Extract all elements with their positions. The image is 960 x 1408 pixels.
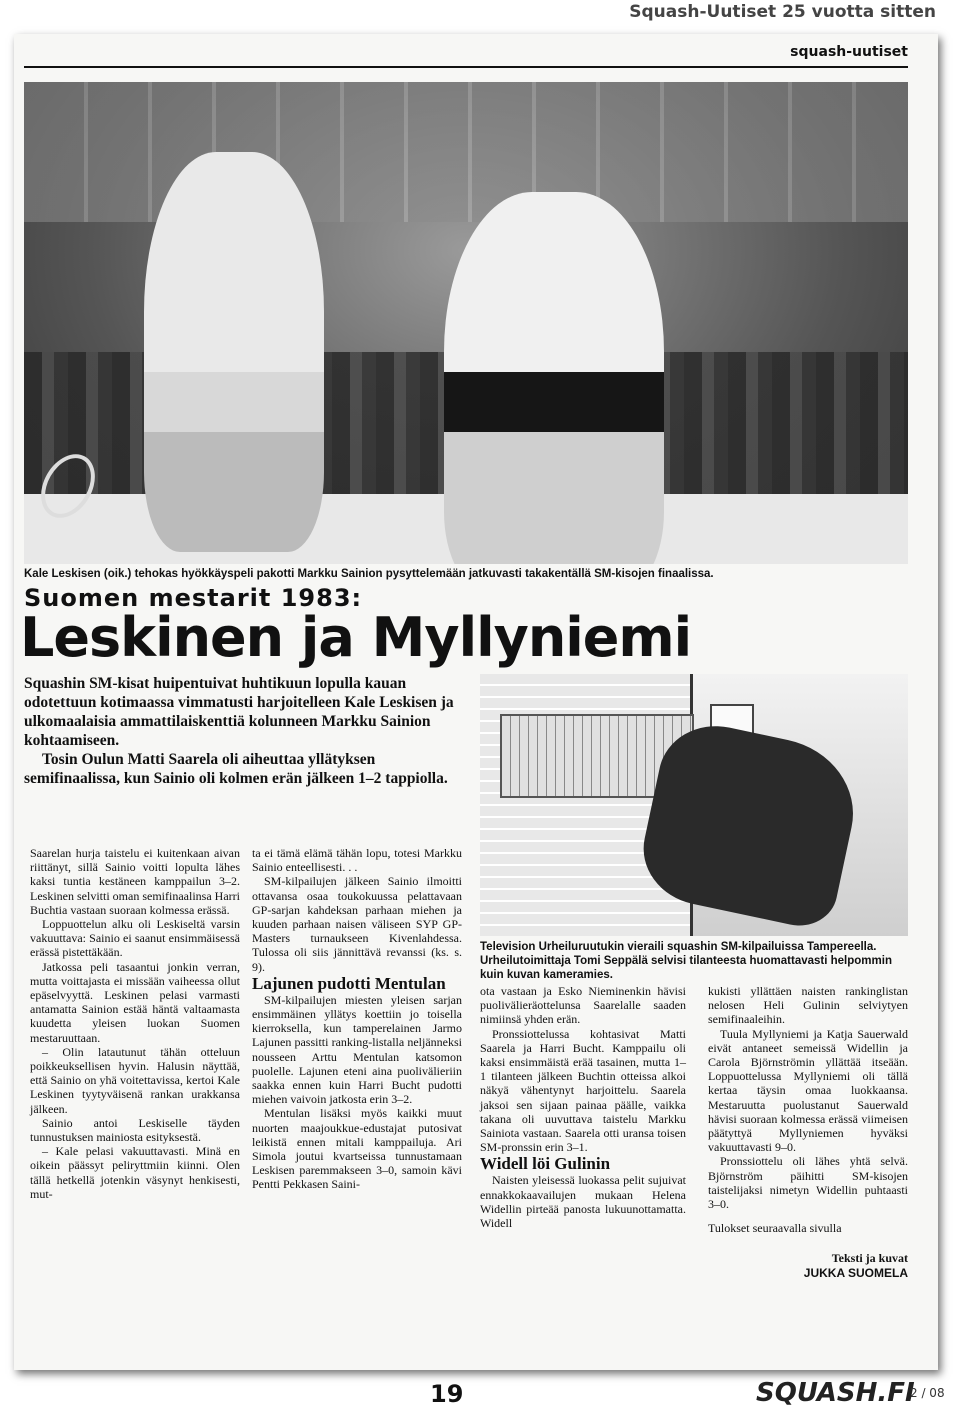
body-paragraph: SM-kilpailujen miesten yleisen sarjan ensimmäinen yllätys koettiin jo toisella kierroksella, kun tamperelainen Jarmo Lajunen passitti ranking-listalla neljänneksi nousseen Arttu Mentulan katsomon puolelle. Lajunen eteni aina puolivälieriin saakka ennen kuin Harri Bucht pudotti miehen vaivoin jatkosta erin 3–2. [252, 992, 462, 1107]
player-leskinen-figure [144, 152, 324, 552]
body-paragraph: SM-kilpailujen jälkeen Sainio ilmoitti ottavansa osaa toukokuussa pelattavaan GP-sarjan kahdeksan parhaan miehen ja kuuden parhaan naisen väliseen SYP GP-Masters turnaukseen Kivenlahdessa. Tulossa oli siis jännittävä revanssi (ks. s. 9). [252, 874, 462, 974]
byline-label: Teksti ja kuvat [831, 1251, 908, 1266]
newspaper-clipping [14, 34, 938, 1370]
subheading-widell: Widell löi Gulinin [480, 1154, 611, 1174]
squash-match-photo [24, 82, 908, 564]
subheading-lajunen: Lajunen pudotti Mentulan [252, 973, 446, 993]
body-paragraph: ota vastaan ja Esko Nieminenkin hävisi puolivälieräottelunsa Saarelalle saaden nimiinsä yhden erän. [480, 984, 686, 1027]
body-paragraph: Pronssiottelu oli lähes yhtä selvä. Björnström päihitti SM-kisojen taistelijaksi nimetyn Widellin puhtaasti 3–0. [708, 1154, 908, 1212]
kicker-rule [24, 66, 908, 68]
body-paragraph: Loppuottelun alku oli Leskiseltä varsin vakuuttava: Sainio ei saanut ensimmäisessä erässä pistettäkään. [30, 917, 240, 960]
issue-number: 2 / 08 [910, 1386, 945, 1400]
headline-sub: Suomen mestarit 1983: [24, 584, 363, 612]
lead-paragraphs [24, 674, 464, 788]
body-paragraph: Tuula Myllyniemi ja Katja Sauerwald eivät antaneet semeissä Widellin ja Carola Björnströmin yllättää itseään. Loppuottelussa Myllyniemi oli tällä kertaa täysin omaa luokkaansa. Mestaruutta puolustanut Sauerwald hävisi suoraan kolmessa erässä viimeisen päätyttyä Myllyniemen hyväksi vakuuttavasti 9–0. [708, 1026, 908, 1155]
body-paragraph: – Kale pelasi vakuuttavasti. Minä en oikein päässyt peliryttmiin kiinni. Olen tällä hetkellä jotenkin väsynyt henkisesti, mut- [30, 1144, 240, 1201]
body-paragraph: kukisti yllättäen naisten rankinglistan nelosen Heli Gulinin selviytyen semifinaaleihin. [708, 984, 908, 1027]
body-paragraph: Naisten yleisessä luokassa pelit sujuivat ennakkokaavailujen mukaan Helena Widellin pirteää panosta lukuunottamatta. Widell [480, 1173, 686, 1231]
article-column-3 [480, 984, 686, 1230]
body-paragraph: Sainio antoi Leskiselle täyden tunnustuksen mainiosta esityksestä. [30, 1115, 240, 1145]
photo-ceiling [24, 82, 908, 222]
body-paragraph: – Olin latautunut tähän otteluun poikkeuksellisen hyvin. Halusin näyttää, että Sainio on yhä voitettavissa, kertoi Kale Leskinen tyytyväisenä rankan urakkansa jälkeen. [30, 1044, 240, 1116]
lead-paragraph: Squashin SM-kisat huipentuivat huhtikuun lopulla kauan odotettuun kotimaassa vimmatusti harjoitelleen Kale Leskisen ja ulkomaalaisia ammattilaiskenttiä kolunneen Markku Sainion kohtaamiseen. [24, 675, 454, 749]
article-column-2 [252, 846, 462, 1192]
photo-caption: Kale Leskisen (oik.) tehokas hyökkäyspeli pakotti Markku Sainion pysyttelemään jatkuvasti takakentällä SM-kisojen finaalissa. [24, 568, 714, 580]
brand-logo: SQUASH.FI [756, 1378, 915, 1408]
tv-photo-caption: Television Urheiluruutukin vieraili squashin SM-kilpailuissa Tampereella. Urheilutoimittaja Tomi Seppälä selvisi tilanteesta huomattavasti helpommin kuin kuvan kameramies. [480, 941, 892, 981]
article-column-4 [708, 984, 908, 1280]
body-paragraph: Mentulan lisäksi myös kaikki muut nuorten maajoukkue-edustajat putosivat leikistä ennen mitali kamppailuja. Ari Simola joutui kvartseissa tunnustamaan Leskisen paremmakseen 3–0, samoin kävi Pentti Pekkasen Saini- [252, 1106, 462, 1192]
body-paragraph: ta ei tämä elämä tähän lopu, totesi Markku Sainio enteellisesti. . . [252, 846, 462, 875]
results-note: Tulokset seuraavalla sivulla [708, 1221, 842, 1236]
page-number: 19 [430, 1380, 464, 1408]
body-paragraph: Jatkossa peli tasaantui jonkin verran, mutta voittajasta ei missään vaiheessa ollut epäselvyyttä. Leskinen pelasi varmasti antamatta Sainion estää häntä valtaamasta kuudetta yleisen luokan Suomen mestaruuttaan. [30, 959, 240, 1045]
section-kicker: squash-uutiset [790, 44, 908, 60]
lead-paragraph: Tosin Oulun Matti Saarela oli aiheuttaa yllätyksen semifinaalissa, kun Sainio oli kolmen erän jälkeen 1–2 tappiolla. [24, 751, 448, 787]
body-paragraph: Pronssiottelussa kohtasivat Matti Saarela ja Harri Bucht. Kamppailu oli kaksi ensimmäistä erää tasainen, mutta 1–1 tilanteen jälkeen Buchtin otteissa alkoi näkyä vähentynyt harjoittelu. Saarela jaksoi sen sijaan painaa päälle, vaikka takana oli uuvuttava taistelu Markku Sainiota vastaan. Saarela otti uransa toisen SM-pronssin erin 3–1. [480, 1026, 686, 1155]
tv-crew-photo [480, 674, 908, 936]
byline-name: JUKKA SUOMELA [803, 1265, 908, 1280]
page-header-title: Squash-Uutiset 25 vuotta sitten [629, 2, 936, 22]
headline-main: Leskinen ja Myllyniemi [20, 606, 692, 669]
article-column-1 [30, 846, 240, 1201]
player-sainio-figure [444, 192, 664, 564]
body-paragraph: Saarelan hurja taistelu ei kuitenkaan aivan riittänyt, sillä Sainio voitti lopulta lähes kaksi tuntia kestäneen kamppailun 3–2. Leskinen selvitti oman semifinaalinsa Harri Buchtia vastaan suoraan kolmessa erässä. [30, 846, 240, 917]
